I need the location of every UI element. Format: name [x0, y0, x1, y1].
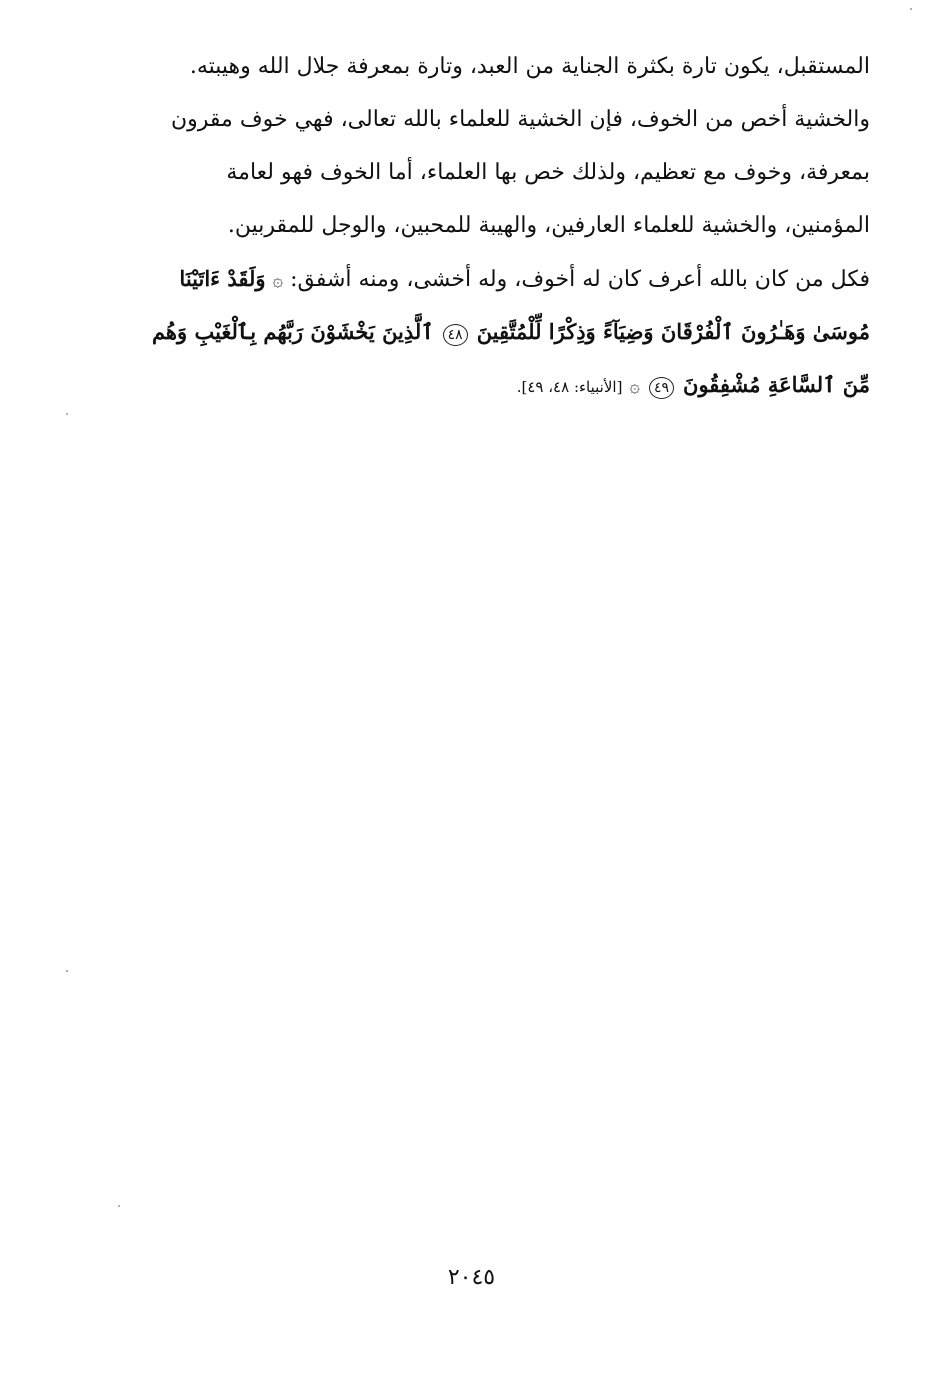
quran-verse-49-start: ٱلَّذِينَ يَخْشَوْنَ رَبَّهُم بِٱلْغَيْبِ وَهُم: [151, 319, 434, 344]
text-line-5: [100, 252, 870, 305]
text-line-3: بمعرفة، وخوف مع تعظيم، ولذلك خص بها العلماء، أما الخوف فهو لعامة: [226, 160, 870, 185]
quran-close-ornament-icon: ۞: [629, 376, 640, 397]
scan-speck: [66, 413, 68, 415]
scan-speck: [910, 8, 912, 10]
quran-verse-49-end: مِّنَ ٱلسَّاعَةِ مُشْفِقُونَ: [683, 372, 870, 397]
page-number: ٢٠٤٥: [447, 1265, 496, 1290]
quran-open-ornament-icon: ۞: [272, 270, 284, 291]
quran-citation: [الأنبياء: ٤٨، ٤٩].: [516, 378, 623, 396]
scan-speck: [118, 1205, 120, 1207]
scan-speck: [66, 970, 68, 972]
text-line-1: المستقبل، يكون تارة بكثرة الجناية من العبد، وتارة بمعرفة جلال الله وهيبته.: [189, 54, 870, 79]
verse-number-48: ٤٨: [443, 324, 468, 346]
body-text: [100, 40, 870, 411]
text-line-2: والخشية أخص من الخوف، فإن الخشية للعلماء بالله تعالى، فهي خوف مقرون: [171, 107, 870, 132]
verse-number-49: ٤٩: [649, 377, 674, 399]
quran-text-start: وَلَقَدْ ءَاتَيْنَا: [179, 266, 266, 291]
text-line-5-prose: فكل من كان بالله أعرف كان له أخوف، وله أخشى، ومنه أشفق:: [290, 267, 870, 292]
quran-verse-48-text: مُوسَىٰ وَهَـٰرُونَ ٱلْفُرْقَانَ وَضِيَآءً وَذِكْرًا لِّلْمُتَّقِينَ: [476, 319, 870, 344]
quran-line-3: [100, 358, 870, 411]
quran-line-2: [100, 305, 870, 358]
text-line-4: المؤمنين، والخشية للعلماء العارفين، والهيبة للمحبين، والوجل للمقربين.: [227, 213, 870, 238]
